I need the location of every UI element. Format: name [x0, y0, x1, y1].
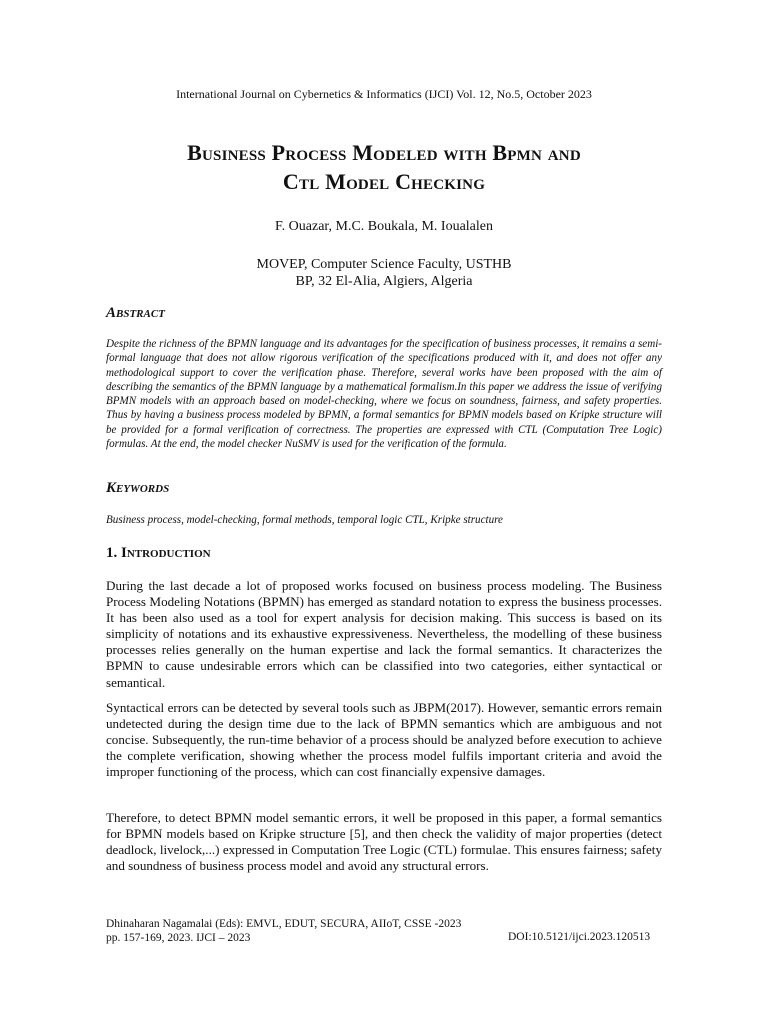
introduction-heading: 1. Introduction: [106, 545, 211, 561]
intro-paragraph-1: During the last decade a lot of proposed works focused on business process modeling. The Business Process Modeling Notations (BPMN) has emerged as standard notation to express the business processes. It has been also used as a tool for expert analysis for decision making. This success is based on its simplicity of notations and its exhaustive expressiveness. Nevertheless, the modelling of these business processes relies generally on the human expertise and lack the formal semantics. It characterizes the BPMN to cause undesirable errors which can be classified into two categories, either syntactical or semantical.: [106, 578, 662, 690]
footer-line-2: pp. 157-169, 2023. IJCI – 2023: [106, 932, 251, 944]
intro-paragraph-2: Syntactical errors can be detected by several tools such as JBPM(2017). However, semantic errors remain undetected during the design time due to the lack of BPMN semantics which are ambiguous and not concise. Subsequently, the run-time behavior of a process should be analyzed before execution to achieve the complete verification, showing whether the process model fulfils important criteria and avoid the improper functioning of the process, which can cost financially expensive damages.: [106, 700, 662, 780]
affiliation-line-1: MOVEP, Computer Science Faculty, USTHB: [256, 257, 512, 272]
journal-header: International Journal on Cybernetics & Informatics (IJCI) Vol. 12, No.5, October 2023: [176, 87, 592, 101]
intro-paragraph-3: Therefore, to detect BPMN model semantic errors, it well be proposed in this paper, a formal semantics for BPMN models based on Kripke structure [5], and then check the validity of major properties (detect deadlock, livelock,...) expressed in Computation Tree Logic (CTL) formulae. This ensures fairness; safety and soundness of business process model and avoid any structural errors.: [106, 810, 662, 874]
footer-doi: DOI:10.5121/ijci.2023.120513: [508, 931, 651, 943]
keywords-text: Business process, model-checking, formal methods, temporal logic CTL, Kripke structure: [106, 514, 503, 526]
keywords-heading: Keywords: [106, 480, 170, 496]
title-line-1: Business Process Modeled with Bpmn and: [187, 140, 581, 165]
paper-title: [60, 138, 708, 196]
footer-citation: [106, 917, 461, 945]
abstract-heading: Abstract: [106, 305, 165, 321]
footer-line-1: Dhinaharan Nagamalai (Eds): EMVL, EDUT, SECURA, AIIoT, CSSE -2023: [106, 918, 462, 930]
abstract-text: Despite the richness of the BPMN language and its advantages for the specification of business processes, it remains a semi-formal language that does not allow rigorous verification of the specifications produced with it, and does not offer any methodological support to cover the verification phase. Therefore, several works have been proposed with the aim of describing the semantics of the BPMN language by a mathematical formalism.In this paper we address the issue of verifying BPMN models with an approach based on model-checking, where we focus on soundness, fairness, and safety properties. Thus by having a business process modeled by BPMN, a formal semantics for BPMN models based on Kripke structure will be provided for a formal verification of correctness. The properties are expressed with CTL (Computation Tree Logic) formulas. At the end, the model checker NuSMV is used for the verification of the formula.: [106, 338, 662, 451]
title-line-2: Ctl Model Checking: [282, 169, 486, 194]
affiliation-line-2: BP, 32 El-Alia, Algiers, Algeria: [295, 274, 473, 289]
authors: F. Ouazar, M.C. Boukala, M. Ioualalen: [275, 219, 493, 234]
affiliation: [0, 256, 768, 290]
